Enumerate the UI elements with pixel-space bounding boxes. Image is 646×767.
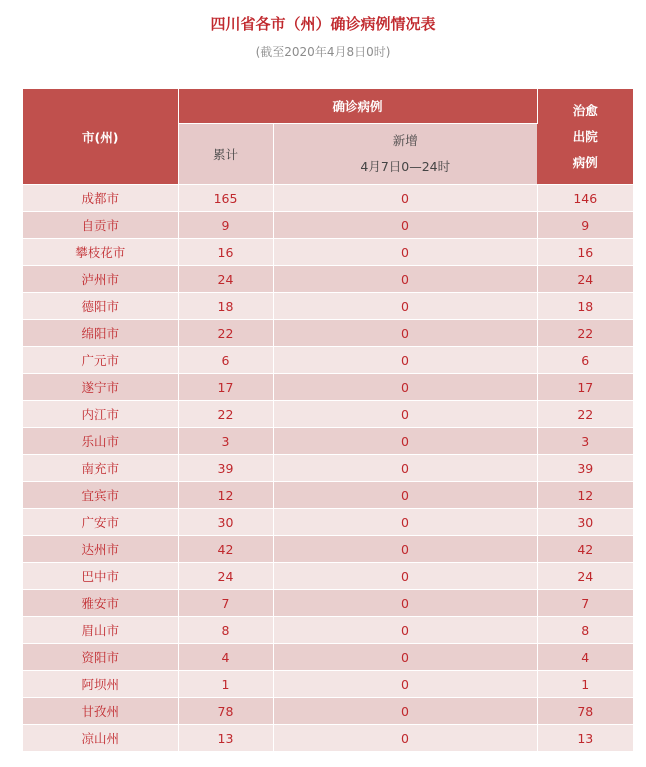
table-row — [23, 671, 633, 698]
recovered-cell: 30 — [537, 509, 633, 536]
new-cell: 0 — [273, 428, 537, 455]
header-recovered-line2: 出院 — [572, 128, 598, 144]
table-row — [23, 509, 633, 536]
new-cell: 0 — [273, 482, 537, 509]
table-row — [23, 239, 633, 266]
recovered-cell: 24 — [537, 266, 633, 293]
recovered-cell: 9 — [537, 212, 633, 239]
cumulative-cell: 7 — [178, 590, 273, 617]
city-cell: 成都市 — [23, 185, 178, 212]
recovered-cell: 22 — [537, 401, 633, 428]
cumulative-cell: 1 — [178, 671, 273, 698]
recovered-cell: 1 — [537, 671, 633, 698]
new-cell: 0 — [273, 563, 537, 590]
table-row — [23, 185, 633, 212]
recovered-cell: 24 — [537, 563, 633, 590]
recovered-cell: 7 — [537, 590, 633, 617]
header-new — [273, 124, 537, 185]
table-row — [23, 482, 633, 509]
new-cell: 0 — [273, 185, 537, 212]
city-cell: 资阳市 — [23, 644, 178, 671]
recovered-cell: 18 — [537, 293, 633, 320]
table-row — [23, 563, 633, 590]
page-title: 四川省各市（州）确诊病例情况表 — [210, 15, 436, 33]
table-row — [23, 698, 633, 725]
city-cell: 雅安市 — [23, 590, 178, 617]
new-cell: 0 — [273, 590, 537, 617]
new-cell: 0 — [273, 212, 537, 239]
table-row — [23, 293, 633, 320]
table-body — [23, 185, 633, 752]
new-cell: 0 — [273, 698, 537, 725]
header-new-line2: 4月7日0—24时 — [360, 159, 451, 174]
recovered-cell: 22 — [537, 320, 633, 347]
cumulative-cell: 3 — [178, 428, 273, 455]
cumulative-cell: 24 — [178, 563, 273, 590]
city-cell: 阿坝州 — [23, 671, 178, 698]
cumulative-cell: 22 — [178, 320, 273, 347]
city-cell: 德阳市 — [23, 293, 178, 320]
header-city: 市(州) — [23, 89, 178, 185]
table-row — [23, 320, 633, 347]
cases-table — [23, 89, 633, 752]
header-confirmed-group: 确诊病例 — [178, 89, 537, 124]
recovered-cell: 13 — [537, 725, 633, 752]
table-row — [23, 644, 633, 671]
table-row — [23, 455, 633, 482]
new-cell: 0 — [273, 266, 537, 293]
city-cell: 遂宁市 — [23, 374, 178, 401]
cumulative-cell: 78 — [178, 698, 273, 725]
cumulative-cell: 9 — [178, 212, 273, 239]
city-cell: 广安市 — [23, 509, 178, 536]
city-cell: 眉山市 — [23, 617, 178, 644]
new-cell: 0 — [273, 239, 537, 266]
cumulative-cell: 4 — [178, 644, 273, 671]
cumulative-cell: 17 — [178, 374, 273, 401]
city-cell: 宜宾市 — [23, 482, 178, 509]
table-row — [23, 374, 633, 401]
cumulative-cell: 18 — [178, 293, 273, 320]
table-row — [23, 590, 633, 617]
recovered-cell: 4 — [537, 644, 633, 671]
city-cell: 达州市 — [23, 536, 178, 563]
cumulative-cell: 165 — [178, 185, 273, 212]
city-cell: 乐山市 — [23, 428, 178, 455]
cumulative-cell: 16 — [178, 239, 273, 266]
recovered-cell: 8 — [537, 617, 633, 644]
cumulative-cell: 39 — [178, 455, 273, 482]
recovered-cell: 3 — [537, 428, 633, 455]
header-recovered — [537, 89, 633, 185]
city-cell: 自贡市 — [23, 212, 178, 239]
table-row — [23, 536, 633, 563]
table-row — [23, 212, 633, 239]
cumulative-cell: 13 — [178, 725, 273, 752]
recovered-cell: 16 — [537, 239, 633, 266]
cumulative-cell: 6 — [178, 347, 273, 374]
cumulative-cell: 42 — [178, 536, 273, 563]
new-cell: 0 — [273, 401, 537, 428]
new-cell: 0 — [273, 671, 537, 698]
cumulative-cell: 24 — [178, 266, 273, 293]
header-new-line1: 新增 — [392, 133, 418, 148]
recovered-cell: 42 — [537, 536, 633, 563]
new-cell: 0 — [273, 644, 537, 671]
table-row — [23, 617, 633, 644]
city-cell: 广元市 — [23, 347, 178, 374]
new-cell: 0 — [273, 293, 537, 320]
table-row — [23, 347, 633, 374]
city-cell: 南充市 — [23, 455, 178, 482]
new-cell: 0 — [273, 509, 537, 536]
new-cell: 0 — [273, 347, 537, 374]
recovered-cell: 78 — [537, 698, 633, 725]
city-cell: 泸州市 — [23, 266, 178, 293]
cumulative-cell: 22 — [178, 401, 273, 428]
header-cumulative: 累计 — [178, 124, 273, 185]
new-cell: 0 — [273, 374, 537, 401]
table-row — [23, 428, 633, 455]
new-cell: 0 — [273, 455, 537, 482]
cumulative-cell: 8 — [178, 617, 273, 644]
cumulative-cell: 30 — [178, 509, 273, 536]
page-subtitle: (截至2020年4月8日0时) — [255, 45, 391, 59]
table-row — [23, 266, 633, 293]
recovered-cell: 146 — [537, 185, 633, 212]
recovered-cell: 12 — [537, 482, 633, 509]
recovered-cell: 17 — [537, 374, 633, 401]
city-cell: 绵阳市 — [23, 320, 178, 347]
new-cell: 0 — [273, 536, 537, 563]
header-recovered-line1: 治愈 — [572, 102, 598, 118]
new-cell: 0 — [273, 320, 537, 347]
new-cell: 0 — [273, 725, 537, 752]
city-cell: 甘孜州 — [23, 698, 178, 725]
table-row — [23, 725, 633, 752]
table-row — [23, 401, 633, 428]
new-cell: 0 — [273, 617, 537, 644]
recovered-cell: 6 — [537, 347, 633, 374]
city-cell: 巴中市 — [23, 563, 178, 590]
cumulative-cell: 12 — [178, 482, 273, 509]
header-recovered-line3: 病例 — [572, 154, 598, 170]
city-cell: 凉山州 — [23, 725, 178, 752]
city-cell: 内江市 — [23, 401, 178, 428]
recovered-cell: 39 — [537, 455, 633, 482]
city-cell: 攀枝花市 — [23, 239, 178, 266]
